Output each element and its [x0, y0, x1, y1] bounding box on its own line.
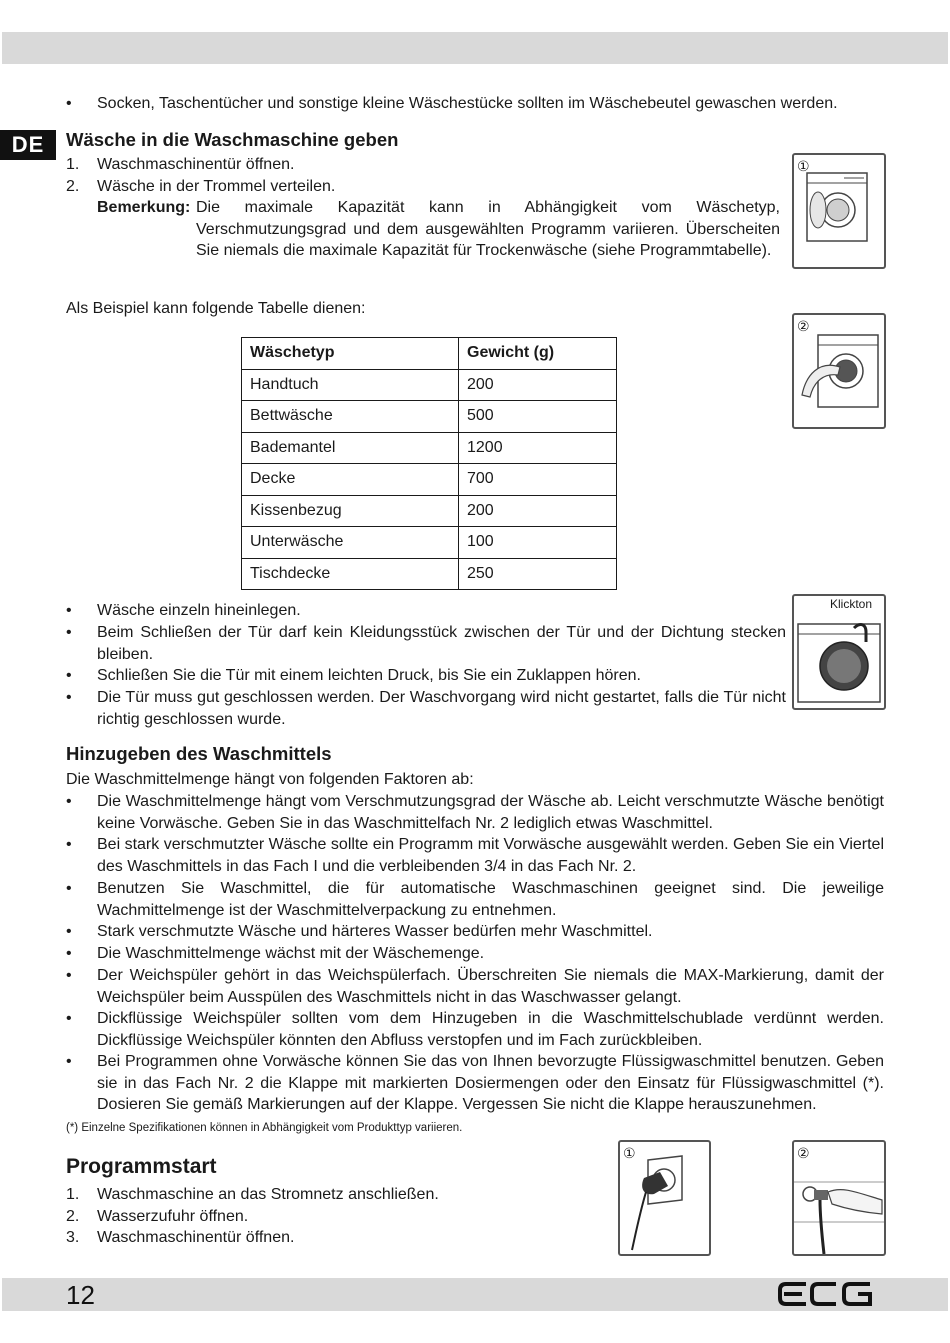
figure-load-laundry: [792, 313, 886, 429]
bullet-icon: •: [66, 793, 72, 810]
table-row: Bademantel 1200: [242, 432, 617, 464]
detergent-intro: Die Waschmittelmenge hängt von folgenden Faktoren ab:: [66, 771, 474, 788]
note-text: Die maximale Kapazität kann in Abhängigkeit vom Wäschetyp, Verschmutzungsgrad und dem ausgewählten Programm variieren. Überscheiten Sie niemals die maximale Kapazität für Trockenwäsche (siehe Programmtabelle).: [196, 199, 780, 260]
language-badge: DE: [0, 130, 56, 160]
header-bar: [2, 32, 948, 64]
list-item: • Beim Schließen der Tür darf kein Kleidungsstück zwischen der Tür und der Dichtung stecken bleiben.: [66, 624, 786, 663]
bullet-icon: •: [66, 880, 72, 897]
note-label: Bemerkung:: [97, 199, 191, 216]
table-header: Wäschetyp: [242, 338, 459, 370]
bullet-icon: •: [66, 689, 72, 706]
figure-marker: ①: [797, 158, 810, 174]
ecg-logo: [778, 1280, 874, 1308]
list-item: • Die Waschmittelmenge hängt vom Verschmutzungsgrad der Wäsche ab. Leicht verschmutzte Wäsche benötigt keine Vorwäsche. Geben Sie in das Waschmittelfach Nr. 2 lediglich etwas Waschmittel.: [66, 793, 884, 832]
example-intro: Als Beispiel kann folgende Tabelle dienen:: [66, 300, 366, 317]
bullet-icon: •: [66, 95, 72, 112]
section-title-detergent: Hinzugeben des Waschmittels: [66, 743, 332, 764]
figure-water-tap: [792, 1140, 886, 1256]
footnote: (*) Einzelne Spezifikationen können in Abhängigkeit vom Produkttyp variieren.: [66, 1122, 463, 1134]
list-item: • Schließen Sie die Tür mit einem leichten Druck, bis Sie ein Zuklappen hören.: [66, 665, 786, 687]
figure-close-door: [792, 594, 886, 710]
bullet-icon: •: [66, 624, 72, 641]
list-item: • Der Weichspüler gehört in das Weichspülerfach. Überschreiten Sie niemals die MAX-Markierung, damit der Weichspüler beim Ausspülen des Waschmittels nicht in das Waschwasser gelangt.: [66, 967, 884, 1006]
list-item: • Die Waschmittelmenge wächst mit der Wäschemenge.: [66, 943, 884, 965]
figure-marker: ②: [797, 1145, 810, 1161]
list-item: • Stark verschmutzte Wäsche und härteres Wasser bedürfen mehr Waschmittel.: [66, 921, 884, 943]
list-item: 1. Waschmaschine an das Stromnetz anschließen.: [66, 1186, 439, 1203]
list-item: • Bei stark verschmutzter Wäsche sollte ein Programm mit Vorwäsche ausgewählt werden. Geben Sie ein Viertel des Waschmittels in das Fach I und die verbleibenden 3/4 in das Fach Nr. 2.: [66, 836, 884, 875]
list-item: • Wäsche einzeln hineinlegen.: [66, 600, 786, 622]
bullet-icon: •: [66, 923, 72, 940]
bullet-icon: •: [66, 602, 72, 619]
table-row: Handtuch 200: [242, 369, 617, 401]
list-item: • Dickflüssige Weichspüler sollten vom dem Hinzugeben in die Waschmittelschublade verdünnt werden. Dickflüssige Weichspüler könnten den Abfluss verstopfen und im Fach zurückbleiben.: [66, 1010, 884, 1049]
bullet-icon: •: [66, 945, 72, 962]
page-number: 12: [66, 1280, 95, 1310]
bullet-icon: •: [66, 667, 72, 684]
figure-marker: ②: [797, 318, 810, 334]
list-item: • Die Tür muss gut geschlossen werden. Der Waschvorgang wird nicht gestartet, falls die Tür nicht richtig geschlossen wurde.: [66, 689, 786, 728]
table-row: Bettwäsche 500: [242, 401, 617, 433]
bullet-icon: •: [66, 1053, 72, 1070]
figure-label: Klickton: [830, 597, 873, 611]
weight-table: [241, 337, 617, 590]
list-item: 2. Wasserzufuhr öffnen.: [66, 1208, 249, 1225]
list-item: • Bei Programmen ohne Vorwäsche können Sie das von Ihnen bevorzugte Flüssigwaschmittel benutzen. Geben sie in das Fach Nr. 2 die Klappe mit markierten Dosiermengen oder den Einsatz für Flüssigwaschmittel (*). Dosieren Sie gemäß Markierungen auf der Klappe. Vergessen Sie nicht die Klappe herauszunehmen.: [66, 1053, 884, 1114]
washing-machine-icon: [794, 596, 884, 708]
figure-plug-in: [618, 1140, 711, 1256]
bullet-icon: •: [66, 967, 72, 984]
list-item: 3. Waschmaschinentür öffnen.: [66, 1229, 295, 1246]
table-row: Kissenbezug 200: [242, 495, 617, 527]
figure-open-door: [792, 153, 886, 269]
note: [97, 197, 780, 262]
bullet-icon: •: [66, 836, 72, 853]
section-title-start: Programmstart: [66, 1155, 217, 1178]
list-item: 1. Waschmaschinentür öffnen.: [66, 156, 295, 173]
table-row: Unterwäsche 100: [242, 527, 617, 559]
list-item: 2. Wäsche in der Trommel verteilen.: [66, 178, 336, 195]
bullet-icon: •: [66, 1010, 72, 1027]
figure-marker: ①: [623, 1145, 636, 1161]
table-header-row: [242, 338, 617, 370]
section-title-load: Wäsche in die Waschmaschine geben: [66, 129, 399, 150]
table-header: Gewicht (g): [459, 338, 617, 370]
table-row: Tischdecke 250: [242, 558, 617, 590]
list-item: • Benutzen Sie Waschmittel, die für automatische Waschmaschinen geeignet sind. Die jeweilige Wachmittelmenge ist der Waschmittelverpackung zu entnehmen.: [66, 880, 884, 919]
table-row: Decke 700: [242, 464, 617, 496]
